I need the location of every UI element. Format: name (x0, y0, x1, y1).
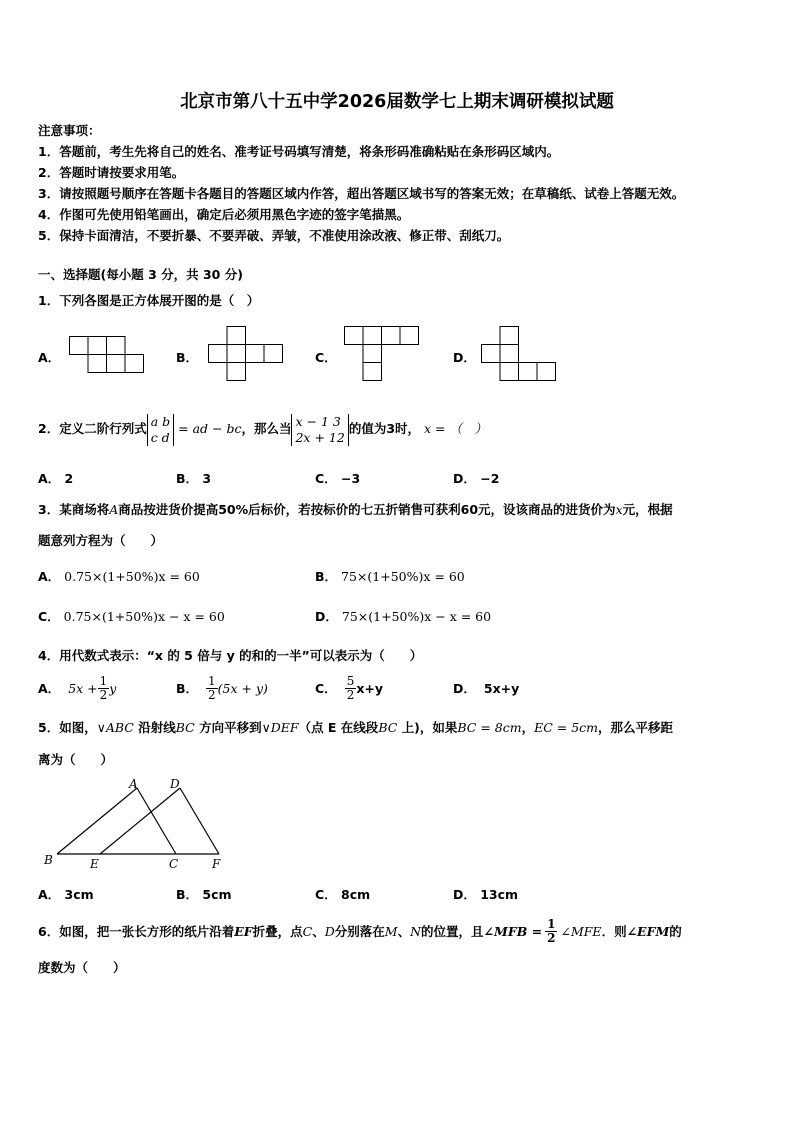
q6-line1-a: 6．如图，把一张长方形的纸片沿着 (38, 924, 235, 939)
notice-item-5: 5．保持卡面清洁，不要折暴、不要弄破、弄皱，不准使用涂改液、修正带、刮纸刀。 (38, 228, 510, 243)
fraction-numerator: 1 (547, 916, 556, 931)
q4-option-c-post: x+y (356, 680, 384, 696)
q6-point-m: M (384, 923, 398, 939)
q5-bc-length: BC = 8cm (457, 720, 522, 735)
q6-line1-b: 折叠，点 (252, 924, 303, 939)
net-a-square (88, 337, 107, 355)
q3-option-b (315, 567, 465, 585)
q1-net-c (344, 326, 424, 386)
point-label-a: A (129, 777, 138, 791)
net-b-square (227, 363, 246, 381)
q6-line-2: 度数为（ ） (38, 960, 126, 975)
q6-line-1 (38, 912, 682, 950)
q2-stem-c: 的值为3时， (348, 421, 421, 436)
q6-sep: 、 (312, 924, 325, 939)
q4-stem: 4．用代数式表示：“x 的 5 倍与 y 的和的一半”可以表示为（ ） (38, 648, 423, 663)
q5-line-1 (38, 718, 673, 736)
net-d-square (519, 363, 538, 381)
q2-option-a: A． 2 (38, 471, 74, 486)
net-b-square (227, 345, 246, 363)
net-a-square (125, 355, 144, 373)
net-b-square (227, 327, 246, 345)
fraction-numerator: 1 (208, 673, 216, 688)
q4-option-a-post: y (109, 680, 117, 696)
q4-option-b-label: B． (176, 681, 199, 696)
q2-ask: x = （ ） (424, 421, 487, 436)
q3-line1-a: 3．某商场将 (38, 502, 110, 517)
q5-figure (40, 775, 240, 875)
q4-option-b-post: (5x + y) (217, 680, 268, 696)
q3-line1-c: 元，根据 (622, 502, 673, 517)
fraction-denominator: 2 (346, 687, 355, 702)
fraction-denominator: 2 (547, 930, 556, 945)
q3-option-d (315, 607, 491, 625)
q5-line1-e: 上)，如果 (397, 720, 458, 735)
fraction-numerator: 5 (346, 673, 355, 688)
q3-option-a-label: A． (38, 569, 61, 584)
q1-option-d-label: D． (453, 350, 476, 365)
q3-var-a: A (109, 502, 119, 517)
net-d-square (500, 345, 519, 363)
q4-option-c-label: C． (315, 681, 337, 696)
q1-option-b-label: B． (176, 350, 199, 365)
q5-line1-b: 沿射线 (133, 720, 176, 735)
q4-option-d-label: D． (453, 681, 476, 696)
q5-option-c: C． 8cm (315, 887, 371, 902)
net-c-square (363, 363, 382, 381)
q3-line-1 (38, 500, 673, 518)
net-c-square (363, 345, 382, 363)
q6-angle-mfb: ∠MFB = (483, 923, 543, 939)
q5-option-d: D． 13cm (453, 887, 519, 902)
q6-point-c: C (302, 923, 313, 939)
q5-line1-f: ，那么平移距 (598, 720, 674, 735)
net-b-square (264, 345, 283, 363)
q6-angle-efm: ∠EFM (626, 923, 670, 939)
net-a-square (70, 337, 89, 355)
q5-option-b: B． 5cm (176, 887, 232, 902)
q2-det1-row2: c d (150, 429, 170, 445)
page-title: 北京市第八十五中学2026届数学七上期末调研模拟试题 (180, 92, 614, 112)
section-heading: 一、选择题(每小题 3 分，共 30 分) (38, 267, 243, 282)
q5-line1-d: （点 E 在线段 (298, 720, 379, 735)
net-c-square (382, 327, 401, 345)
line-df (180, 788, 219, 854)
q4-option-b (176, 670, 268, 706)
q2-det-definition (147, 414, 174, 446)
net-c-square (363, 327, 382, 345)
net-a-square (107, 355, 126, 373)
net-c-square (345, 327, 364, 345)
q5-line-2: 离为（ ） (38, 752, 114, 767)
line-ed (100, 788, 180, 854)
q3-option-c (38, 607, 225, 625)
notice-item-3: 3．请按照题号顺序在答题卡各题目的答题区域内作答，超出答题区域书写的答案无效；在草稿纸、试卷上答题无效。 (38, 186, 685, 201)
point-label-e: E (90, 857, 99, 871)
q1-option-c-label: C． (315, 350, 337, 365)
q5-triangle-def: ∨DEF (261, 720, 299, 735)
q6-fold-line: EF (234, 923, 253, 939)
q6-line1-c: 分别落在 (334, 924, 385, 939)
q5-triangle-abc: ∨ABC (96, 720, 134, 735)
fraction-numerator: 1 (99, 673, 108, 688)
q3-option-a (38, 567, 200, 585)
fraction-denominator: 2 (208, 687, 216, 702)
net-d-square (500, 363, 519, 381)
q2-option-b: B． 3 (176, 471, 212, 486)
line-ac (137, 788, 176, 854)
q6-angle-mfe: ∠MFE (560, 923, 602, 939)
notice-item-2: 2．答题时请按要求用笔。 (38, 165, 185, 180)
notice-item-4: 4．作图可先使用铅笔画出，确定后必须用黑色字迹的签字笔描黑。 (38, 207, 410, 222)
q5-ray-bc: BC (175, 720, 195, 735)
q2-stem (38, 410, 487, 448)
q6-sep2: 、 (397, 924, 411, 939)
net-a-square (107, 337, 126, 355)
net-a-square (88, 355, 107, 373)
net-d-square (482, 345, 501, 363)
q2-option-c: C． −3 (315, 471, 361, 486)
net-b-square (209, 345, 228, 363)
q4-option-a-label: A． (38, 681, 61, 696)
net-d-square (500, 327, 519, 345)
q5-segment-bc: BC (378, 720, 398, 735)
q4-option-a (38, 670, 116, 706)
point-label-f: F (212, 857, 221, 871)
q4-option-d (453, 670, 519, 706)
q4-option-c-fraction (345, 675, 357, 702)
q4-option-a-pre: 5x + (68, 680, 98, 696)
q6-line1-e: ．则 (601, 924, 627, 939)
q1-net-b (208, 326, 298, 386)
q5-line1-a: 5．如图， (38, 720, 97, 735)
q2-stem-a: 2．定义二阶行列式 (38, 421, 147, 436)
q4-option-b-fraction (206, 675, 218, 702)
q1-net-a (69, 336, 149, 376)
q4-option-c (315, 670, 383, 706)
q4-option-a-fraction (98, 675, 110, 702)
q6-point-n: N (410, 923, 422, 939)
q3-option-d-expr: 75×(1+50%)x − x = 60 (341, 609, 492, 624)
q3-var-x: x (615, 502, 623, 517)
point-label-c: C (169, 857, 179, 871)
q1-option-a-label: A． (38, 350, 61, 365)
q3-option-d-label: D． (315, 609, 338, 624)
net-b-square (246, 345, 265, 363)
q4-option-d-expr: 5x+y (483, 680, 520, 696)
q3-option-c-label: C． (38, 609, 60, 624)
net-d-square (537, 363, 556, 381)
q5-ec-length: EC = 5cm (534, 720, 599, 735)
notice-heading: 注意事项： (38, 123, 101, 138)
q6-fraction (545, 918, 557, 945)
q2-option-d: D． −2 (453, 471, 500, 486)
q3-line-2: 题意列方程为（ ） (38, 533, 164, 548)
q5-line1-c: 方向平移到 (194, 720, 262, 735)
q2-det1-row1: a b (150, 413, 171, 429)
q2-definition: = ad − bc (178, 421, 242, 436)
q3-option-a-expr: 0.75×(1+50%)x = 60 (64, 569, 200, 584)
q6-line1-d: 的位置，且 (421, 924, 484, 939)
q3-line1-b: 商品按进货价提高50%后标价，若按标价的七五折销售可获利60元，设该商品的进货价为 (118, 502, 616, 517)
point-label-b: B (44, 853, 53, 867)
net-c-square (400, 327, 419, 345)
line-ba (57, 788, 137, 854)
q3-option-c-expr: 0.75×(1+50%)x − x = 60 (63, 609, 225, 624)
q1-net-d (481, 326, 561, 386)
q6-line1-f: 的 (669, 924, 682, 939)
q3-option-b-label: B． (315, 569, 338, 584)
q2-stem-b: ，那么当 (241, 421, 292, 436)
notice-item-1: 1．答题前，考生先将自己的姓名、准考证号码填写清楚，将条形码准确粘贴在条形码区域内。 (38, 144, 560, 159)
q5-comma: ， (521, 720, 535, 735)
q1-stem: 1．下列各图是正方体展开图的是（ ） (38, 293, 260, 308)
fraction-denominator: 2 (99, 687, 108, 702)
q3-option-b-expr: 75×(1+50%)x = 60 (341, 569, 465, 584)
q2-det2-row2: 2x + 12 (295, 429, 345, 445)
q2-det2-row1: x − 1 3 (295, 413, 341, 429)
point-label-d: D (170, 777, 180, 791)
q6-point-d: D (324, 923, 335, 939)
q5-option-a: A． 3cm (38, 887, 94, 902)
q2-det-expression (291, 414, 348, 446)
